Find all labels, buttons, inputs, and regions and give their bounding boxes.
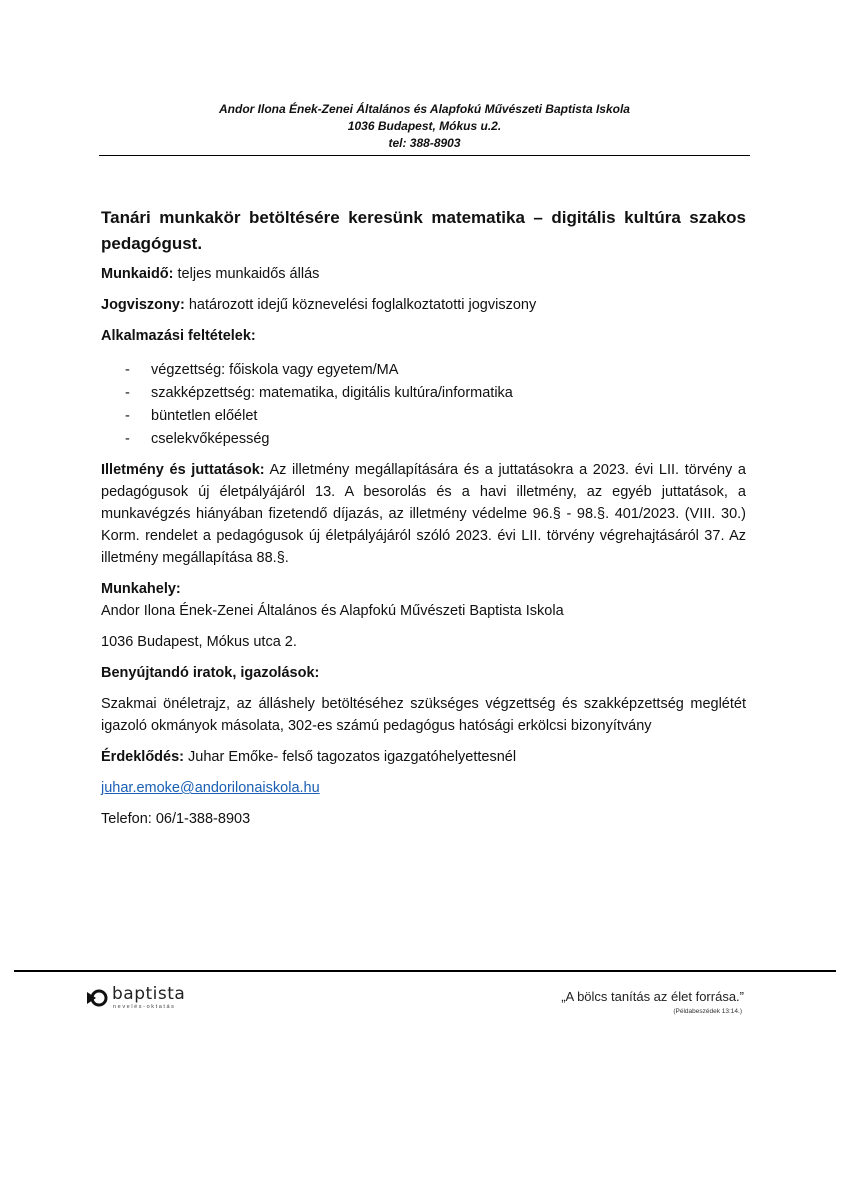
list-item: - cselekvőképesség (125, 431, 270, 447)
conditions-heading: Alkalmazási feltételek: (101, 328, 256, 344)
documents-text: Szakmai önéletrajz, az álláshely betöltéséhez szükséges végzettség és szakképzettség meglétét igazoló okmányok másolata, 302-es számú pedagógus hatósági erkölcsi bizonyítvány (101, 696, 746, 734)
list-item: - szakképzettség: matematika, digitális kultúra/informatika (125, 385, 513, 401)
contact-email-link[interactable]: juhar.emoke@andorilonaiskola.hu (101, 780, 320, 796)
posting-title: Tanári munkakör betöltésére keresünk matematika – digitális kultúra szakos pedagógust. (101, 208, 746, 253)
salary-section (101, 459, 746, 569)
salary-label: Illetmény és juttatások: (101, 462, 265, 478)
contact-person: Juhar Emőke- felső tagozatos igazgatóhelyettesnél (184, 749, 517, 765)
work-time (101, 263, 746, 285)
documents-heading: Benyújtandó iratok, igazolások: (101, 665, 320, 681)
workplace-address: 1036 Budapest, Mókus utca 2. (101, 634, 297, 650)
workplace-name: Andor Ilona Ének-Zenei Általános és Alapfokú Művészeti Baptista Iskola (101, 603, 564, 619)
job-posting (101, 205, 746, 839)
header-divider (99, 155, 750, 156)
school-name: Andor Ilona Ének-Zenei Általános és Alapfokú Művészeti Baptista Iskola (219, 102, 630, 116)
employment-label: Jogviszony: (101, 297, 185, 313)
letterhead (99, 101, 750, 152)
work-time-value: teljes munkaidős állás (173, 266, 320, 282)
baptista-logo (86, 984, 206, 1014)
school-phone: tel: 388-8903 (388, 136, 461, 150)
logo-subtitle: nevelés-oktatás (113, 1004, 176, 1010)
list-item: - büntetlen előélet (125, 408, 258, 424)
school-address: 1036 Budapest, Mókus u.2. (347, 119, 502, 133)
logo-text: baptista (112, 984, 186, 1004)
employment-value: határozott idejű köznevelési foglalkoztatotti jogviszony (184, 297, 537, 313)
footer-quote: „A bölcs tanítás az élet forrása.” (561, 989, 744, 1004)
contact-line (101, 746, 746, 768)
footer-quote-reference: (Példabeszédek 13:14.) (673, 1008, 742, 1015)
workplace-section (101, 578, 746, 622)
work-time-label: Munkaidő: (101, 266, 174, 282)
contact-phone: Telefon: 06/1-388-8903 (101, 811, 251, 827)
logo-mark-icon (86, 987, 110, 1009)
footer-divider (14, 970, 836, 972)
workplace-label: Munkahely: (101, 581, 181, 597)
salary-text: Az illetmény megállapítására és a juttatásokra a 2023. évi LII. törvény a pedagógusok új életpályájáról 13. A besorolás és a havi illetmény, az egyéb juttatások, a munkavégzés hiányában fizetendő díjazás, az illetmény védelme 96.§ - 98.§. 401/2023. (VIII. 30.) Korm. rendelet a pedagógusok új életpályájáról szóló 2023. évi LII. törvény végrehajtásáról 37. Az illetmény megállapítása 88.§. (101, 462, 746, 566)
list-item: - végzettség: főiskola vagy egyetem/MA (125, 362, 399, 378)
conditions-list (101, 359, 746, 451)
contact-label: Érdeklődés: (101, 749, 184, 765)
employment-type (101, 294, 746, 316)
